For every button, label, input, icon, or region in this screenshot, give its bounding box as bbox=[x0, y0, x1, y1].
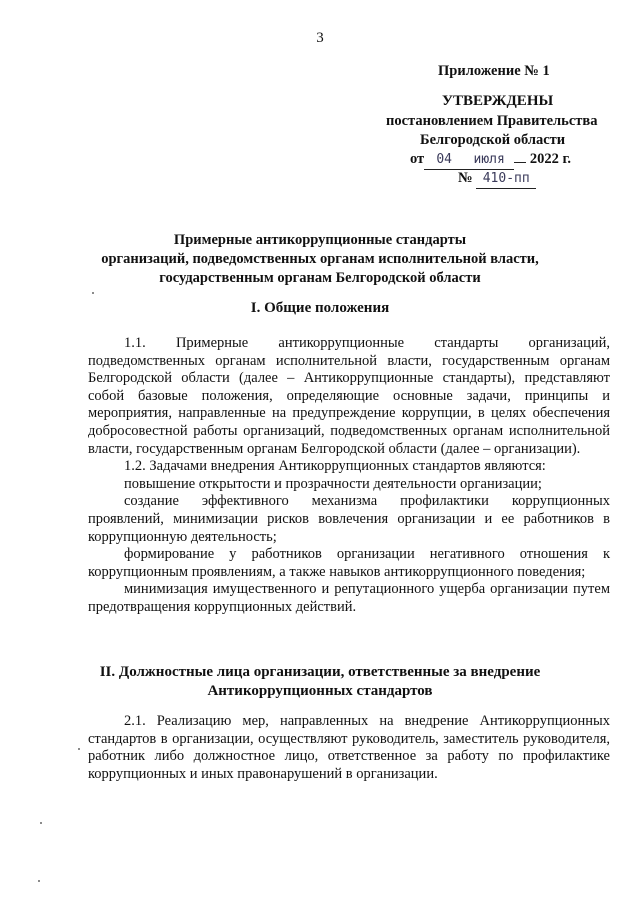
list-item-openness: повышение открытости и прозрачности деятельности организации; bbox=[124, 475, 542, 492]
section-2-heading bbox=[60, 663, 580, 701]
document-title bbox=[60, 231, 580, 288]
approval-number bbox=[458, 169, 536, 189]
page-number: 3 bbox=[316, 30, 324, 46]
date-month: июля bbox=[464, 150, 514, 170]
title-line-2: организаций, подведомственных органам исполнительной власти, bbox=[101, 251, 539, 267]
approval-line-2: Белгородской области bbox=[420, 132, 566, 148]
section-2-heading-line-2: Антикоррупционных стандартов bbox=[207, 683, 433, 699]
scan-speck bbox=[78, 748, 80, 750]
paragraph-1-1: 1.1. Примерные антикоррупционные стандарты организаций, подведомственных органам исполнительной власти, государственным органам Белгородской области (далее – Антикоррупционные стандарты), представляют собой базовые положения, определяющие основные задачи, принципы и мероприятия, направленные на предупреждение коррупции, в целях обеспечения добросовестной работы организаций, подведомственных органам исполнительной власти, государственным органам Белгородской области (далее – организации). bbox=[88, 335, 610, 457]
paragraph-2-1: 2.1. Реализацию мер, направленных на внедрение Антикоррупционных стандартов в организации, осуществляют руководитель, заместитель руководителя, работник либо должностное лицо, ответственное за работу по профилактике коррупционных и иных правонарушений в организации. bbox=[88, 713, 610, 782]
section-1-heading: I. Общие положения bbox=[250, 300, 390, 316]
number-prefix: № bbox=[458, 170, 473, 186]
section-1-body bbox=[88, 335, 610, 617]
date-dash bbox=[514, 162, 526, 163]
scan-speck bbox=[40, 822, 42, 824]
annex-label: Приложение № 1 bbox=[438, 63, 550, 79]
approval-line-1: постановлением Правительства bbox=[386, 113, 598, 129]
section-2-heading-line-1: II. Должностные лица организации, ответственные за внедрение bbox=[99, 664, 541, 680]
approval-date bbox=[410, 150, 571, 170]
title-line-1: Примерные антикоррупционные стандарты bbox=[173, 232, 467, 248]
date-year: 2022 г. bbox=[529, 151, 572, 167]
list-item-damage: минимизация имущественного и репутационного ущерба организации путем предотвращения коррупционных действий. bbox=[88, 581, 610, 615]
approved-heading: УТВЕРЖДЕНЫ bbox=[442, 93, 554, 109]
section-2-body bbox=[88, 713, 610, 783]
date-prefix: от bbox=[410, 151, 425, 167]
date-day: 04 bbox=[424, 150, 464, 170]
scan-speck bbox=[38, 880, 40, 882]
scan-speck bbox=[92, 292, 94, 294]
paragraph-1-2: 1.2. Задачами внедрения Антикоррупционных стандартов являются: bbox=[124, 458, 546, 475]
title-line-3: государственным органам Белгородской области bbox=[159, 270, 481, 286]
number-value: 410-пп bbox=[476, 169, 536, 189]
list-item-mechanism: создание эффективного механизма профилактики коррупционных проявлений, минимизации рисков вовлечения организации и ее работников в коррупционную деятельность; bbox=[88, 493, 610, 545]
list-item-attitude: формирование у работников организации негативного отношения к коррупционным проявлениям, а также навыков антикоррупционного поведения; bbox=[88, 546, 610, 580]
